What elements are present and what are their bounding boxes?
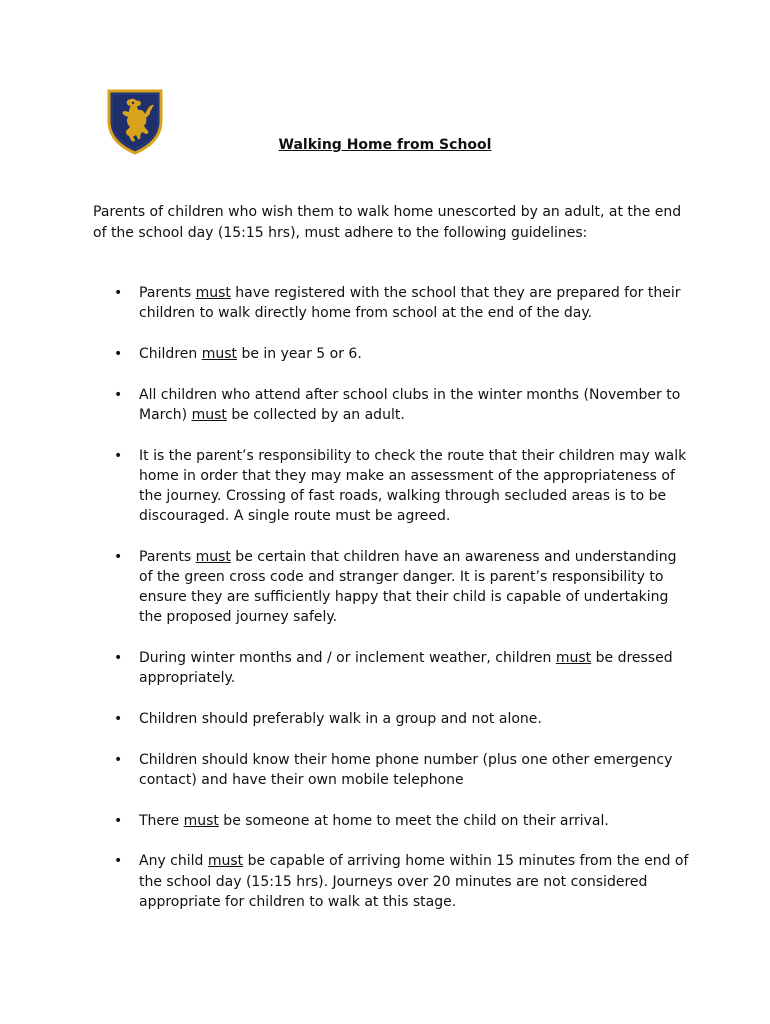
- bullet-icon: •: [114, 386, 123, 403]
- bullet-icon: •: [114, 650, 123, 667]
- guideline-text-continued: be dressed appropriately.: [139, 650, 673, 687]
- guideline-emphasis: must: [183, 812, 219, 829]
- guideline-item: [93, 851, 693, 912]
- document-title: [0, 137, 770, 153]
- guideline-text: Any child: [139, 853, 208, 870]
- guideline-text: Children should preferably walk in a group and not alone.: [139, 711, 542, 728]
- guideline-emphasis: must: [195, 548, 231, 565]
- guideline-item: [93, 446, 693, 527]
- guideline-text: During winter months and / or inclement weather, children: [139, 650, 556, 667]
- bullet-icon: •: [114, 853, 123, 870]
- guideline-item: [93, 648, 693, 688]
- bullet-icon: •: [114, 447, 123, 464]
- guideline-text-continued: have registered with the school that they are prepared for their children to walk directly home from school at the end of the day.: [139, 285, 681, 322]
- guidelines-list: [93, 283, 693, 932]
- guideline-text-continued: be someone at home to meet the child on their arrival.: [218, 812, 609, 829]
- guideline-item: [93, 709, 693, 729]
- guideline-text-continued: be capable of arriving home within 15 minutes from the end of the school day (15:15 hrs). Journeys over 20 minutes are not considered appropriate for children to walk at this stage.: [139, 853, 689, 910]
- guideline-emphasis: must: [207, 853, 244, 870]
- guideline-item: [93, 283, 693, 323]
- guideline-emphasis: must: [201, 345, 237, 362]
- bullet-icon: •: [114, 345, 123, 362]
- bullet-icon: •: [114, 548, 123, 565]
- guideline-text: Parents: [139, 285, 196, 301]
- bullet-icon: •: [114, 751, 123, 768]
- bullet-icon: •: [114, 711, 123, 728]
- guideline-item: [93, 344, 693, 364]
- guideline-emphasis: must: [191, 406, 227, 423]
- bullet-icon: •: [114, 285, 123, 301]
- guideline-text: There: [139, 812, 184, 829]
- guideline-item: [93, 811, 693, 831]
- document-title-text: Walking Home from School: [278, 137, 492, 153]
- guideline-text: It is the parent’s responsibility to check the route that their children may walk home in order that they may make an assessment of the appropriateness of the journey. Crossing of fast roads, walking through secluded areas is to be discouraged. A single route must be agreed.: [139, 447, 687, 525]
- guideline-text-continued: be collected by an adult.: [226, 406, 405, 423]
- guideline-text: Parents: [139, 548, 196, 565]
- guideline-emphasis: must: [195, 285, 231, 301]
- guideline-item: [93, 547, 693, 628]
- guideline-text-continued: be in year 5 or 6.: [237, 345, 362, 362]
- guideline-emphasis: must: [555, 650, 592, 667]
- guideline-text: All children who attend after school clubs in the winter months (November to March): [139, 386, 681, 423]
- guideline-text: Children should know their home phone number (plus one other emergency contact) and have their own mobile telephone: [139, 751, 673, 788]
- guideline-text: Children: [139, 345, 202, 362]
- bullet-icon: •: [114, 812, 123, 829]
- intro-paragraph: Parents of children who wish them to walk home unescorted by an adult, at the end of the school day (15:15 hrs), must adhere to the following guidelines:: [93, 204, 682, 241]
- guideline-text-continued: be certain that children have an awareness and understanding of the green cross code and stranger danger. It is parent’s responsibility to ensure they are sufficiently happy that their child is capable of undertaking the proposed journey safely.: [139, 548, 677, 626]
- guideline-item: [93, 750, 693, 790]
- guideline-item: [93, 385, 693, 425]
